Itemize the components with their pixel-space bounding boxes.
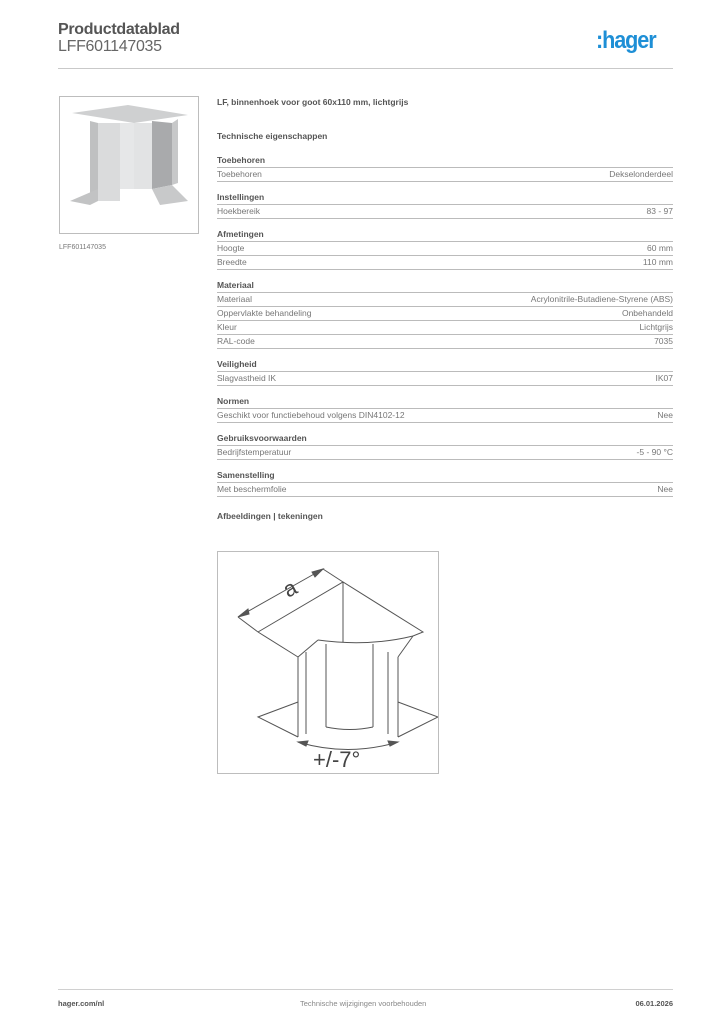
spec-row [217, 307, 673, 321]
spec-value: Dekselonderdeel [609, 169, 673, 179]
spec-group-toebehoren [217, 155, 673, 182]
spec-row [217, 205, 673, 219]
spec-label: Materiaal [217, 294, 252, 304]
spec-content [217, 97, 673, 521]
spec-value: Nee [657, 410, 673, 420]
spec-label: Geschikt voor functiebehoud volgens DIN4102-12 [217, 410, 405, 420]
spec-row [217, 335, 673, 349]
spec-row [217, 321, 673, 335]
spec-value: Onbehandeld [621, 308, 673, 318]
spec-value: 7035 [654, 336, 673, 346]
spec-label: Hoekbereik [217, 206, 260, 216]
group-title: Normen [217, 396, 673, 409]
group-title: Samenstelling [217, 470, 673, 483]
header-divider [58, 68, 673, 69]
spec-label: Bedrijfstemperatuur [217, 447, 292, 457]
dimension-label-a: a [278, 574, 302, 603]
spec-label: Hoogte [217, 243, 245, 253]
group-title: Toebehoren [217, 155, 673, 168]
angle-label: +/-7° [313, 747, 361, 772]
spec-row [217, 409, 673, 423]
images-heading: Afbeeldingen | tekeningen [217, 511, 323, 521]
specs-heading: Technische eigenschappen [217, 131, 328, 141]
document-title: Productdatablad [58, 21, 180, 38]
footer-disclaimer: Technische wijzigingen voorbehouden [300, 999, 427, 1008]
spec-label: Met beschermfolie [217, 484, 287, 494]
photo-caption: LFF601147035 [59, 244, 106, 251]
product-photo [59, 96, 199, 234]
spec-row [217, 242, 673, 256]
spec-row [217, 293, 673, 307]
product-description: LF, binnenhoek voor goot 60x110 mm, lichtgrijs [217, 97, 409, 107]
spec-group-samenstelling [217, 470, 673, 497]
article-number: LFF601147035 [58, 38, 162, 55]
spec-group-afmetingen [217, 229, 673, 270]
spec-value: 110 mm [642, 257, 673, 267]
spec-group-gebruiksvoorwaarden [217, 433, 673, 460]
spec-row [217, 483, 673, 497]
footer-website-link[interactable]: hager.com/nl [58, 999, 105, 1008]
group-title: Veiligheid [217, 359, 673, 372]
spec-label: Kleur [217, 322, 237, 332]
spec-value: Nee [657, 484, 673, 494]
group-title: Gebruiksvoorwaarden [217, 433, 673, 446]
spec-row [217, 446, 673, 460]
spec-group-materiaal [217, 280, 673, 349]
technical-drawing [217, 551, 439, 774]
group-title: Instellingen [217, 192, 673, 205]
hager-logo: :hager [596, 27, 656, 54]
spec-row [217, 372, 673, 386]
spec-label: Toebehoren [217, 169, 262, 179]
footer-divider [58, 989, 673, 990]
spec-value: 60 mm [647, 243, 673, 253]
spec-row [217, 168, 673, 182]
spec-value: -5 - 90 °C [636, 447, 673, 457]
spec-value: IK07 [655, 373, 673, 383]
spec-group-normen [217, 396, 673, 423]
spec-group-veiligheid [217, 359, 673, 386]
spec-row [217, 256, 673, 270]
spec-value: 83 - 97 [646, 206, 673, 216]
group-title: Materiaal [217, 280, 673, 293]
footer-date: 06.01.2026 [635, 999, 673, 1008]
spec-value: Lichtgrijs [639, 322, 673, 332]
group-title: Afmetingen [217, 229, 673, 242]
spec-group-instellingen [217, 192, 673, 219]
spec-label: Breedte [217, 257, 247, 267]
spec-value: Acrylonitrile-Butadiene-Styrene (ABS) [530, 294, 673, 304]
spec-label: Oppervlakte behandeling [217, 308, 312, 318]
spec-label: RAL-code [217, 336, 255, 346]
spec-label: Slagvastheid IK [217, 373, 277, 383]
